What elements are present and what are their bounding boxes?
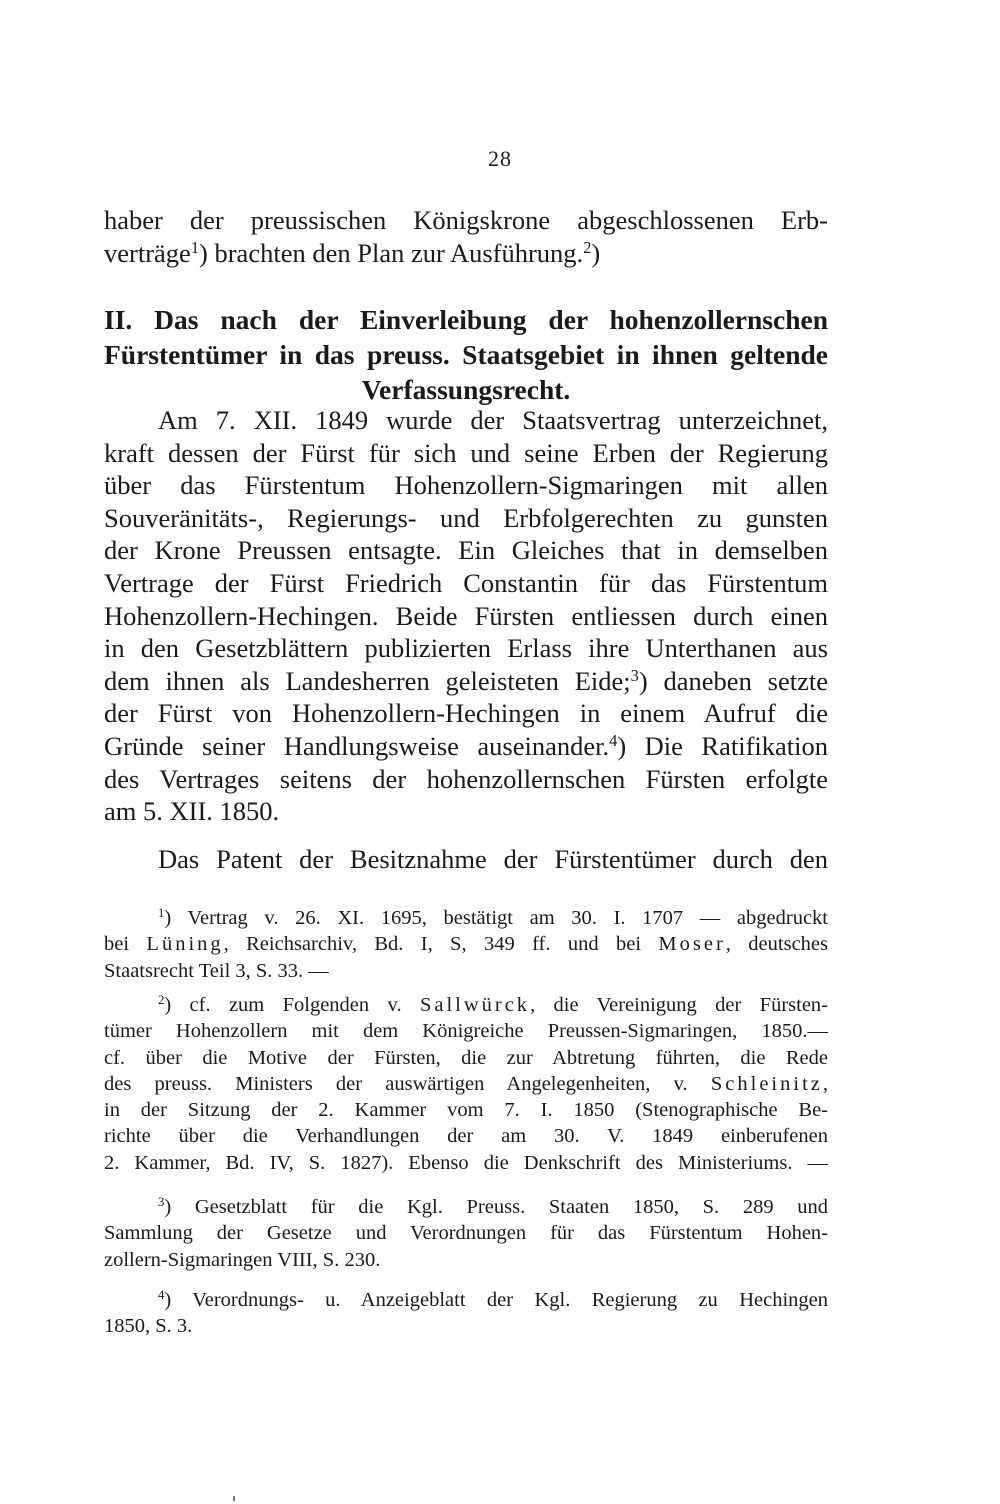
footnote-mark: 2 xyxy=(158,993,165,1008)
footnote-line xyxy=(104,1071,828,1097)
footnote-text: , die Vereinigung der Fürsten- xyxy=(530,994,829,1016)
intro-text: verträge xyxy=(104,237,191,268)
author-name: Schleinitz xyxy=(710,1072,823,1095)
heading-line-1: II. Das nach der Einverleibung der hohenzollernschen xyxy=(104,304,828,335)
para1-line: in den Gesetzblättern publizierten Erlass ihre Unterthanen aus xyxy=(104,633,828,664)
intro-text: ) xyxy=(591,237,601,268)
heading-line-3: Verfassungsrecht. xyxy=(361,374,571,405)
footnote-text: des preuss. Ministers der auswärtigen Angelegenheiten, v. xyxy=(104,1072,711,1095)
para1-line: Hohenzollern-Hechingen. Beide Fürsten entliessen durch einen xyxy=(104,600,828,631)
footnote-2 xyxy=(104,992,828,1176)
paragraph-2 xyxy=(104,843,828,876)
para1-line: des Vertrages seitens der hohenzollernschen Fürsten erfolgte xyxy=(104,763,828,794)
para1-line: der Fürst von Hohenzollern-Hechingen in einem Aufruf die xyxy=(104,698,828,729)
para1-text: ) Die Ratifikation xyxy=(617,730,828,761)
para1-line: Souveränitäts-, Regierungs- und Erbfolgerechten zu gunsten xyxy=(104,502,828,533)
para1-line: Am 7. XII. 1849 wurde der Staatsvertrag unterzeichnet, xyxy=(158,405,828,435)
footnote-text: bei xyxy=(104,933,147,956)
intro-line-2 xyxy=(104,237,828,270)
intro-text: ) brachten den Plan zur Ausführung. xyxy=(199,237,584,268)
footnote-text: , deutsches xyxy=(725,933,828,956)
section-heading xyxy=(104,302,828,407)
footnote-text: ) cf. zum Folgenden v. xyxy=(164,994,420,1016)
footnote-ref-2: 2 xyxy=(583,237,592,257)
intro-line-1: haber der preussischen Königskrone abgeschlossenen Erb- xyxy=(104,205,828,235)
para1-line: der Krone Preussen entsagte. Ein Gleiches that in demselben xyxy=(104,535,828,566)
footnote-line xyxy=(104,992,828,1018)
para1-text: ) daneben setzte xyxy=(638,665,828,696)
intro-paragraph xyxy=(104,204,828,269)
footnote-text: , Reichsarchiv, Bd. I, S, 349 ff. und bei xyxy=(223,933,659,956)
footnote-line: Sammlung der Gesetze und Verordnungen für das Fürstentum Hohen- xyxy=(104,1222,828,1245)
footnote-3 xyxy=(104,1194,828,1273)
footnote-line xyxy=(104,1287,828,1313)
scan-speck xyxy=(233,1496,235,1501)
author-name: Lüning xyxy=(146,933,224,956)
para1-line: am 5. XII. 1850. xyxy=(104,796,280,827)
footnote-text: ) Gesetzblatt für die Kgl. Preuss. Staaten 1850, S. 289 und xyxy=(164,1196,828,1218)
paragraph-1 xyxy=(104,404,828,828)
page-number: 28 xyxy=(488,146,512,171)
footnote-text: ) Vertrag v. 26. XI. 1695, bestätigt am 30. I. 1707 — abgedruckt xyxy=(164,907,828,929)
footnote-line xyxy=(104,905,828,931)
heading-line-2: Fürstentümer in das preuss. Staatsgebiet in ihnen geltende xyxy=(104,339,828,370)
author-name: Sallwürck xyxy=(419,994,531,1016)
footnote-text: , xyxy=(822,1072,828,1095)
para1-text: dem ihnen als Landesherren geleisteten Eide; xyxy=(104,665,631,696)
footnote-line: tümer Hohenzollern mit dem Königreiche Preussen-Sigmaringen, 1850.— xyxy=(104,1020,828,1043)
footnote-line: richte über die Verhandlungen der am 30. V. 1849 einberufenen xyxy=(104,1125,828,1148)
para1-text: Gründe seiner Handlungsweise auseinander. xyxy=(104,730,610,761)
author-name: Moser xyxy=(658,933,726,956)
footnote-mark: 1 xyxy=(158,906,165,921)
para1-line: Vertrage der Fürst Friedrich Constantin für das Fürstentum xyxy=(104,567,828,598)
footnote-ref-1: 1 xyxy=(190,237,200,257)
footnote-line xyxy=(104,931,828,957)
para1-line: kraft dessen der Fürst für sich und seine Erben der Regierung xyxy=(104,437,828,468)
footnote-ref-3: 3 xyxy=(630,665,639,685)
para1-line xyxy=(104,665,828,698)
para1-line xyxy=(104,730,828,763)
footnote-4 xyxy=(104,1287,828,1340)
para1-line: über das Fürstentum Hohenzollern-Sigmaringen mit allen xyxy=(104,470,828,501)
footnote-line: 2. Kammer, Bd. IV, S. 1827). Ebenso die Denkschrift des Ministeriums. — xyxy=(104,1151,828,1174)
footnote-line: cf. über die Motive der Fürsten, die zur Abtretung führten, die Rede xyxy=(104,1046,828,1069)
footnote-mark: 3 xyxy=(158,1195,165,1210)
para2-line: Das Patent der Besitznahme der Fürstentümer durch den xyxy=(158,844,828,874)
footnote-line: in der Sitzung der 2. Kammer vom 7. I. 1850 (Stenographische Be- xyxy=(104,1099,828,1122)
footnote-mark: 4 xyxy=(158,1288,165,1303)
footnote-1 xyxy=(104,905,828,984)
footnote-line: zollern-Sigmaringen VIII, S. 230. xyxy=(104,1248,381,1271)
footnote-text: ) Verordnungs- u. Anzeigeblatt der Kgl. Regierung zu Hechingen xyxy=(164,1289,828,1311)
footnote-ref-4: 4 xyxy=(609,730,618,750)
footnote-line: 1850, S. 3. xyxy=(104,1315,193,1338)
footnote-line xyxy=(104,1194,828,1220)
footnote-line: Staatsrecht Teil 3, S. 33. — xyxy=(104,959,329,982)
